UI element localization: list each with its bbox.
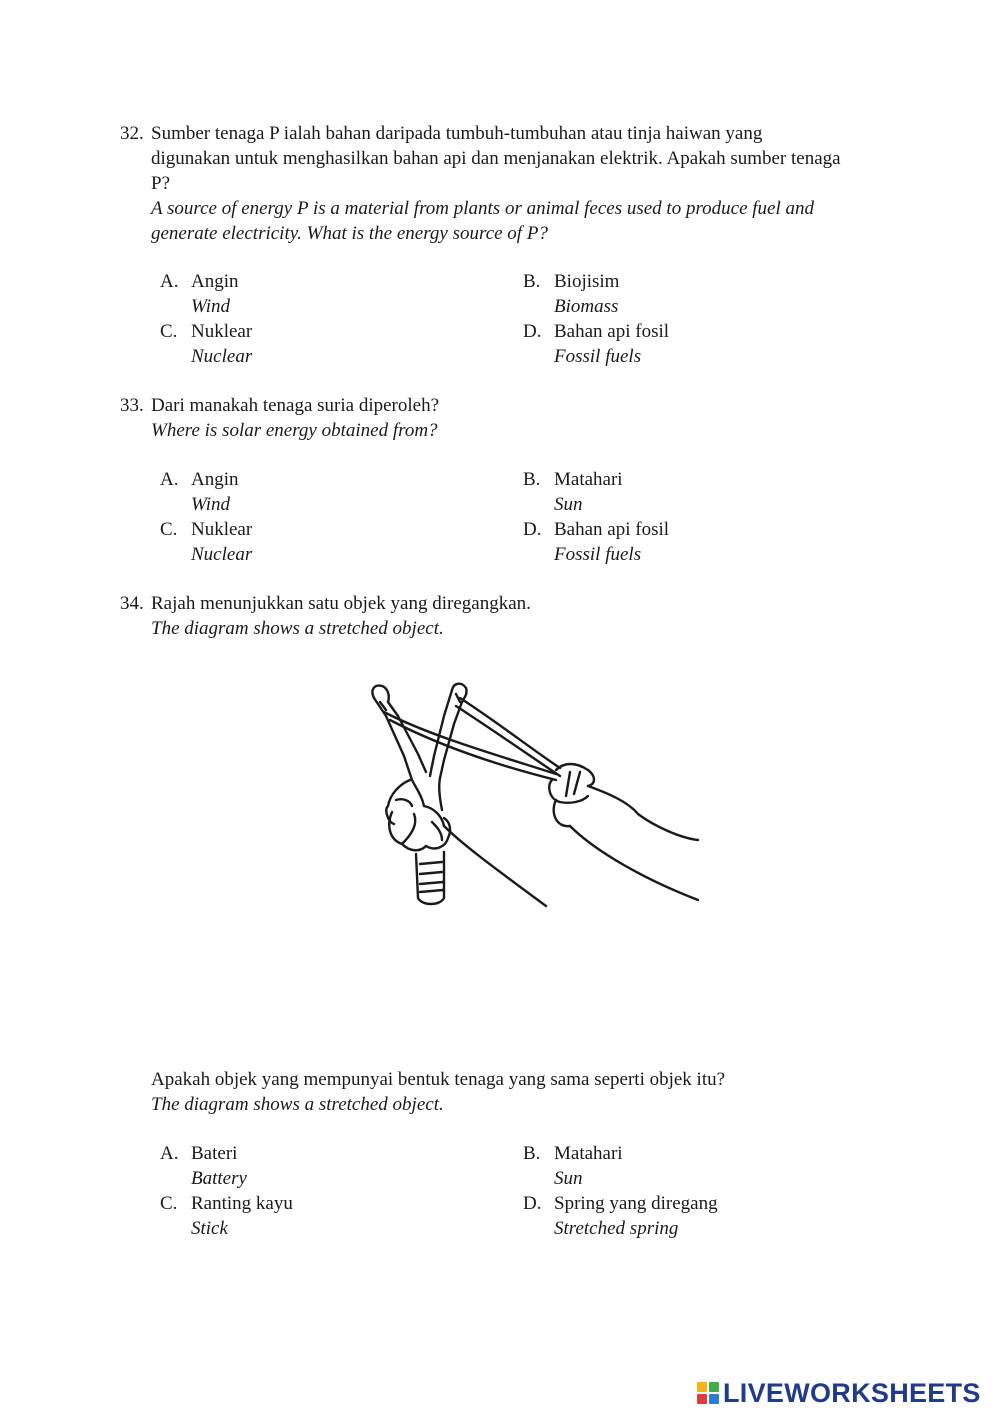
option-malay: Bateri: [191, 1143, 238, 1164]
logo-square: [709, 1382, 719, 1392]
left-hand: [386, 780, 546, 906]
option-english: Sun: [554, 494, 583, 515]
option-english: Wind: [191, 296, 231, 317]
option-c[interactable]: [160, 319, 460, 369]
option-malay: Nuklear: [191, 321, 253, 342]
question-number: 34.: [120, 593, 144, 614]
right-hand: [549, 764, 698, 900]
option-english: Fossil fuels: [554, 346, 642, 367]
option-english: Battery: [191, 1168, 247, 1189]
option-malay: Nuklear: [191, 519, 253, 540]
question-number: 33.: [120, 395, 144, 416]
option-letter: B.: [523, 469, 541, 490]
option-malay: Bahan api fosil: [554, 321, 670, 342]
question-34-followup: [120, 1067, 880, 1117]
option-english: Nuclear: [191, 544, 253, 565]
option-malay: Matahari: [554, 469, 623, 490]
liveworksheets-logo[interactable]: [697, 1376, 981, 1410]
question-number: 32.: [120, 123, 144, 144]
option-a[interactable]: [160, 467, 460, 517]
logo-square: [697, 1394, 707, 1404]
option-d[interactable]: [523, 319, 823, 369]
question-34: [120, 591, 880, 641]
option-c[interactable]: [160, 517, 460, 567]
logo-square: [709, 1394, 719, 1404]
option-english: Stick: [191, 1218, 228, 1239]
option-malay: Ranting kayu: [191, 1193, 293, 1214]
option-letter: D.: [523, 1193, 542, 1214]
question-32: [120, 121, 880, 246]
question-text-malay: Rajah menunjukkan satu objek yang diregangkan.: [151, 593, 531, 614]
option-b[interactable]: [523, 1141, 823, 1191]
question-text-malay: Dari manakah tenaga suria diperoleh?: [151, 395, 440, 416]
option-d[interactable]: [523, 1191, 823, 1241]
slingshot-diagram: [360, 676, 705, 911]
option-english: Wind: [191, 494, 231, 515]
question-text-english: The diagram shows a stretched object.: [151, 618, 444, 639]
option-a[interactable]: [160, 269, 460, 319]
question-text-english: The diagram shows a stretched object.: [151, 1094, 444, 1115]
option-malay: Spring yang diregang: [554, 1193, 718, 1214]
option-english: Biomass: [554, 296, 619, 317]
option-letter: C.: [160, 1193, 178, 1214]
question-text-english: Where is solar energy obtained from?: [151, 420, 438, 441]
option-letter: B.: [523, 1143, 541, 1164]
option-c[interactable]: [160, 1191, 460, 1241]
option-letter: A.: [160, 469, 179, 490]
option-malay: Bahan api fosil: [554, 519, 670, 540]
option-b[interactable]: [523, 269, 823, 319]
option-letter: A.: [160, 271, 179, 292]
option-letter: A.: [160, 1143, 179, 1164]
option-english: Fossil fuels: [554, 544, 642, 565]
option-malay: Angin: [191, 469, 239, 490]
option-malay: Matahari: [554, 1143, 623, 1164]
logo-square: [697, 1382, 707, 1392]
question-text-english: A source of energy P is a material from plants or animal feces used to produce fuel and generate electricity. What is the energy source of P?: [151, 198, 814, 244]
slingshot-frame: [372, 684, 466, 904]
liveworksheets-icon: [697, 1382, 719, 1404]
option-b[interactable]: [523, 467, 823, 517]
option-english: Nuclear: [191, 346, 253, 367]
logo-text: LIVEWORKSHEETS: [723, 1377, 981, 1408]
question-33: [120, 393, 880, 443]
question-text-malay: Apakah objek yang mempunyai bentuk tenaga yang sama seperti objek itu?: [151, 1069, 726, 1090]
option-letter: D.: [523, 519, 542, 540]
option-d[interactable]: [523, 517, 823, 567]
option-english: Stretched spring: [554, 1218, 679, 1239]
option-malay: Biojisim: [554, 271, 620, 292]
question-text-malay: Sumber tenaga P ialah bahan daripada tumbuh-tumbuhan atau tinja haiwan yang digunakan untuk menghasilkan bahan api dan menjanakan elektrik. Apakah sumber tenaga P?: [151, 123, 841, 194]
option-english: Sun: [554, 1168, 583, 1189]
option-letter: D.: [523, 321, 542, 342]
option-letter: C.: [160, 519, 178, 540]
option-a[interactable]: [160, 1141, 460, 1191]
option-letter: B.: [523, 271, 541, 292]
option-malay: Angin: [191, 271, 239, 292]
option-letter: C.: [160, 321, 178, 342]
